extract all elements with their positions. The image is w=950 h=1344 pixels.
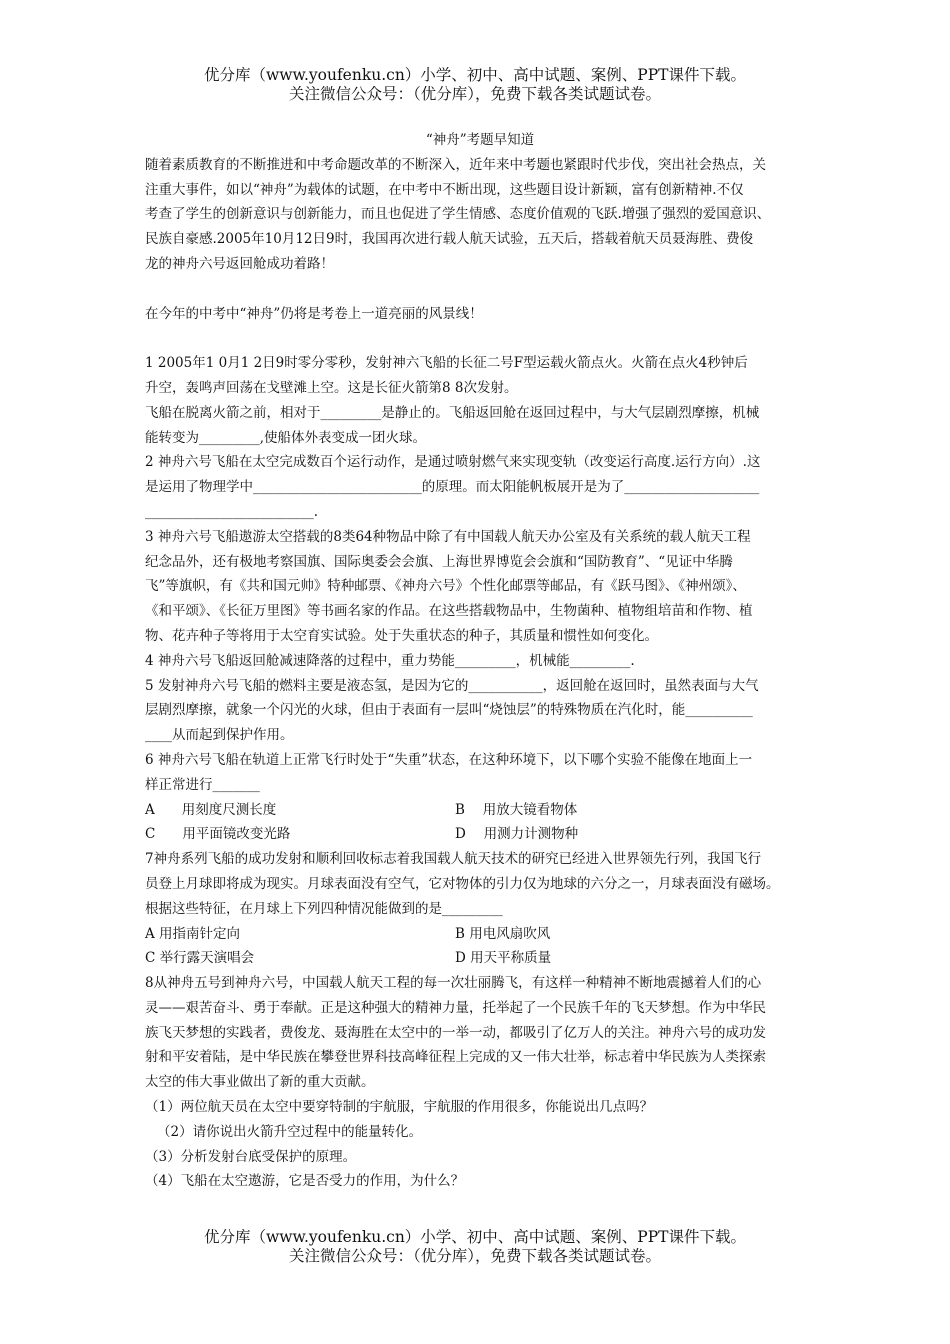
question-line: 员登上月球即将成为现实。月球表面没有空气，它对物体的引力仅为地球的六分之一，月球表面没有磁场。	[145, 875, 780, 892]
question-line: 层剧烈摩擦，就象一个闪光的火球，但由于表面有一层叫“烧蚀层”的特殊物质在汽化时，能__________	[145, 702, 753, 719]
option-a: A 用指南针定向	[145, 925, 241, 942]
header-line-2: 关注微信公众号：（优分库），免费下载各类试题试卷。	[288, 85, 661, 103]
question-line: 纪念品外，还有极地考察国旗、国际奥委会会旗、上海世界博览会会旗和“国防教育”、“见证中华腾	[145, 553, 733, 570]
option-row	[145, 922, 815, 947]
question-5	[145, 674, 815, 748]
option-d: D 用测力计测物种	[455, 826, 579, 843]
question-line: ____从而起到保护作用。	[145, 727, 294, 744]
question-line: _________________________.	[145, 503, 319, 520]
footer-line-1: 优分库（www.youfenku.cn）小学、初中、高中试题、案例、PPT课件下载。	[203, 1228, 747, 1246]
option-row	[145, 798, 815, 823]
question-line: 射和平安着陆，是中华民族在攀登世界科技高峰征程上完成的又一伟大壮举，标志着中华民族为人类探索	[145, 1049, 766, 1066]
intro-line: 龙的神舟六号返回舱成功着路！	[145, 255, 334, 272]
sub-question: （3）分析发射台底受保护的原理。	[145, 1148, 357, 1165]
question-line: 物、花卉种子等将用于太空育实试验。处于失重状态的种子，其质量和惯性如何变化。	[145, 627, 658, 644]
question-7	[145, 847, 815, 971]
page-header	[0, 66, 950, 104]
question-line: 6 神舟六号飞船在轨道上正常飞行时处于“失重”状态，在这种环境下，以下哪个实验不能像在地面上一	[145, 751, 753, 768]
question-2	[145, 450, 815, 524]
option-c: C 举行露天演唱会	[145, 950, 255, 967]
question-line: 太空的伟大事业做出了新的重大贡献。	[145, 1074, 375, 1091]
document-title: “神舟”考题早知道	[425, 132, 535, 148]
question-line: 2 神舟六号飞船在太空完成数百个运行动作，是通过喷射燃气来实现变轨（改变运行高度.运行方向）.这	[145, 454, 761, 471]
question-line: 飞船在脱离火箭之前，相对于_________是静止的。飞船返回舱在返回过程中，与大气层剧烈摩擦，机械	[145, 404, 760, 421]
question-line: 飞”等旗帜，有《共和国元帅》特种邮票、《神舟六号》个性化邮票等邮品，有《跃马图》、《神州颂》、	[145, 578, 746, 595]
spacer	[145, 326, 815, 351]
question-line: 灵——艰苦奋斗、勇于奉献。正是这种强大的精神力量，托举起了一个民族千年的飞天梦想。作为中华民	[145, 999, 766, 1016]
page-footer	[0, 1228, 950, 1266]
question-line: 升空，轰鸣声回荡在戈壁滩上空。这是长征火箭第8 8次发射。	[145, 379, 518, 396]
question-line: 1 2005年1 0月1 2日9时零分零秒，发射神六飞船的长征二号F型运载火箭点火。火箭在点火4秒钟后	[145, 355, 748, 372]
sub-question: （1）两位航天员在太空中要穿特制的宇航服，宇航服的作用很多，你能说出几点吗？	[145, 1099, 654, 1116]
question-line: 5 发射神舟六号飞船的燃料主要是液态氢，是因为它的___________，返回舱在返回时，虽然表面与大气	[145, 677, 759, 694]
question-line: 4 神舟六号飞船返回舱减速降落的过程中，重力势能_________，机械能_________.	[145, 652, 635, 669]
intro-line: 民族自豪感.2005年10月12日9时，我国再次进行载人航天试验，五天后，搭载着航天员聂海胜、费俊	[145, 231, 754, 248]
question-4	[145, 649, 815, 674]
spacer	[145, 277, 815, 302]
question-line: 样正常进行_______	[145, 776, 260, 793]
question-3	[145, 525, 815, 649]
question-line: 《和平颂》、《长征万里图》等书画名家的作品。在这些搭载物品中，生物菌种、植物组培苗和作物、植	[145, 603, 753, 620]
footer-line-2: 关注微信公众号：（优分库），免费下载各类试题试卷。	[288, 1247, 661, 1265]
question-1	[145, 351, 815, 450]
header-line-1: 优分库（www.youfenku.cn）小学、初中、高中试题、案例、PPT课件下载。	[203, 66, 747, 84]
option-b: B 用放大镜看物体	[455, 801, 578, 818]
question-line: 8从神舟五号到神舟六号，中国载人航天工程的每一次壮丽腾飞，有这样一种精神不断地震撼着人们的心	[145, 975, 762, 992]
option-d: D 用天平称质量	[455, 950, 552, 967]
question-8	[145, 971, 815, 1194]
sub-question: （4）飞船在太空遨游，它是否受力的作用，为什么？	[145, 1173, 465, 1190]
question-line: 7神舟系列飞船的成功发射和顺利回收标志着我国载人航天技术的研究已经进入世界领先行列，我国飞行	[145, 851, 762, 868]
intro-line: 随着素质教育的不断推进和中考命题改革的不断深入，近年来中考题也紧跟时代步伐，突出社会热点，关	[145, 156, 766, 173]
option-a: A 用刻度尺测长度	[145, 801, 277, 818]
question-line: 是运用了物理学中_________________________的原理。而太阳能帆板展开是为了____________________	[145, 479, 760, 496]
question-line: 3 神舟六号飞船遨游太空搭载的8类64种物品中除了有中国载人航天办公室及有关系统的载人航天工程	[145, 528, 751, 545]
question-line: 族飞天梦想的实践者，费俊龙、聂海胜在太空中的一举一动，都吸引了亿万人的关注。神舟六号的成功发	[145, 1024, 766, 1041]
intro-line: 注重大事件，如以“神舟”为载体的试题，在中考中不断出现，这些题目设计新颖，富有创新精神.不仅	[145, 181, 744, 198]
sub-question: （2）请你说出火箭升空过程中的能量转化。	[157, 1123, 423, 1140]
document-body	[145, 128, 815, 1194]
question-line: 能转变为_________,使船体外表变成一团火球。	[145, 429, 427, 446]
option-row	[145, 822, 815, 847]
question-line: 根据这些特征，在月球上下列四种情况能做到的是_________	[145, 900, 503, 917]
option-row	[145, 946, 815, 971]
lead-sentence: 在今年的中考中“神舟”仍将是考卷上一道亮丽的风景线！	[145, 305, 483, 322]
option-c: C 用平面镜改变光路	[145, 826, 291, 843]
intro-paragraph	[145, 153, 815, 277]
option-b: B 用电风扇吹风	[455, 925, 551, 942]
question-6	[145, 748, 815, 847]
intro-line: 考查了学生的创新意识与创新能力，而且也促进了学生情感、态度价值观的飞跃.增强了强烈的爱国意识、	[145, 206, 771, 223]
